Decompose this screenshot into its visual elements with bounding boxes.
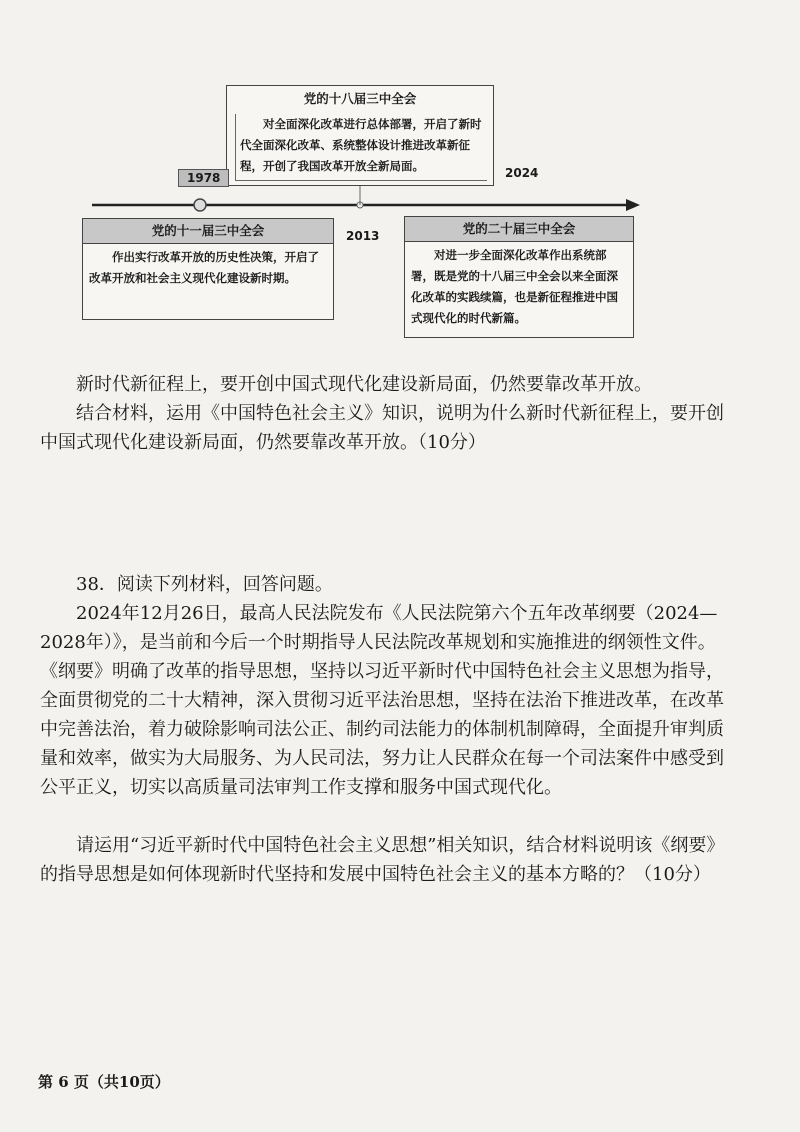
box-title: 党的十一届三中全会	[83, 219, 333, 244]
year-1978: 1978	[178, 169, 229, 187]
box-text: 对全面深化改革进行总体部署，开启了新时代全面深化改革、系统整体设计推进改革新征程，开创了我国改革开放全新局面。	[235, 114, 487, 181]
box-text: 对进一步全面深化改革作出系统部署，既是党的十八届三中全会以来全面深化改革的实践续篇，也是新征程推进中国式现代化的时代新篇。	[411, 248, 618, 325]
box-text: 作出实行改革开放的历史性决策，开启了改革开放和社会主义现代化建设新时期。	[89, 250, 319, 285]
year-2024: 2024	[505, 166, 539, 180]
box-20th-plenum	[404, 216, 634, 338]
q38-material: 2024年12月26日，最高人民法院发布《人民法院第六个五年改革纲要（2024—2028年）》，是当前和今后一个时期指导人民法院改革规划和实施推进的纲领性文件。《纲要》明确了改革的指导思想，坚持以习近平新时代中国特色社会主义思想为指导，全面贯彻党的二十大精神，深入贯彻习近平法治思想，坚持在法治下推进改革，在改革中完善法治，着力破除影响司法公正、制约司法能力的体制机制障碍，全面提升审判质量和效率，做实为大局服务、为人民司法，努力让人民群众在每一个司法案件中感受到公平正义，切实以高质量司法审判工作支撑和服务中国式现代化。	[40, 603, 724, 798]
box-18th-plenum	[226, 85, 494, 186]
q38-heading: 38．阅读下列材料，回答问题。	[76, 574, 333, 595]
q37-statement: 新时代新征程上，要开创中国式现代化建设新局面，仍然要靠改革开放。	[76, 374, 652, 395]
q38-prompt: 请运用“习近平新时代中国特色社会主义思想”相关知识，结合材料说明该《纲要》的指导思想是如何体现新时代坚持和发展中国特色社会主义的基本方略的？（10分）	[40, 835, 725, 885]
box-title: 党的二十届三中全会	[405, 217, 633, 242]
timeline-arrowhead	[626, 199, 640, 211]
box-title: 党的十八届三中全会	[303, 91, 417, 106]
marker-1978	[194, 199, 206, 211]
page-footer: 第 6 页（共10页）	[38, 1073, 170, 1091]
box-11th-plenum	[82, 218, 334, 320]
q37-prompt: 结合材料，运用《中国特色社会主义》知识，说明为什么新时代新征程上，要开创中国式现代化建设新局面，仍然要靠改革开放。（10分）	[40, 403, 724, 453]
year-2013: 2013	[346, 229, 380, 243]
timeline-figure	[0, 0, 800, 360]
